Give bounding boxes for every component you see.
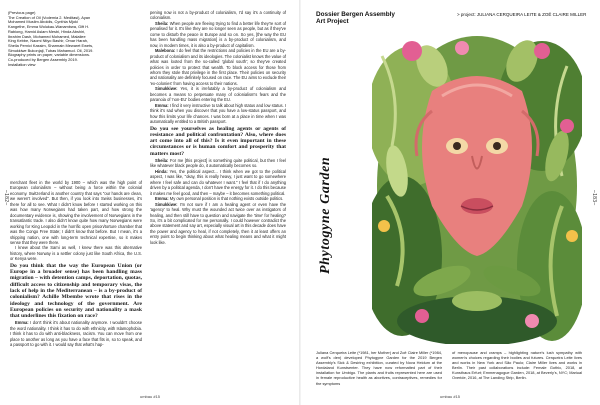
credit-line: Installation view [8,61,36,67]
speaker-name: Emma: [155,102,169,108]
footer-left: umbau #15 [140,394,161,399]
answer-paragraph [150,48,286,86]
project-credit: > project: JULIANA CERQUEIRA LEITE & ZOË CLAIRE MILLER [457,12,587,17]
speaker-name: Emma: [155,196,169,202]
botanical-mask-illustration [372,36,582,344]
interview-question: Do you see yourselves as healing agents or agents of resistance and political confrontation? Also, where does art come into all of this? Is it even important in these circumstances or is human comfort and prosperity that matters most? [150,125,286,157]
credit-line: Simukkiwe Bukonjaji, Tubas Mahamud. Oil, 2019. [8,47,94,53]
credit-line: Kangethe, Emma Wolukau-Wanambwa, Gift H. [8,24,90,30]
left-column-2 [150,10,286,245]
left-column-1 [10,180,142,348]
credit-line: Rabiong, Hamid Aslam Mesbi, Hinda Abshiri, [8,28,86,34]
speaker-name: Malebona: [155,48,176,54]
answer-text: I don't think it's about nationality anymore. I wouldn't choose the word nationality. I think it has to do with ethnicity, with Islamophobia. I think it has to do with anti-blackness, racism. You can move from one place to another as long as you have a face that fits in, so to speak, and a passport to go with it. I would say that what's hap- [10,320,142,348]
credit-line: Ibrahim Dash, Mohamed Mohamed, Malaliee [8,33,86,39]
answer-paragraph [10,320,142,347]
answer-paragraph [150,21,286,48]
answer-text: I do feel that the restrictions and policies in the EU are a by-product of colonialism and its ideologies. The colonialist knows the value of what was looted from the so-called 'global south'; so they've created policies in order to protect that wealth. To block access for those from whom they stole that privilege in the first place. Their policies on security and nationality are definitely focused on race. The EU aims to exclude their 'ex-colonies' from having access to their nations. [150,48,286,86]
page-number-right: –183– [591,190,597,206]
answer-text: My own personal position is that nothing exists outside politics. [169,196,284,202]
answer-paragraph [150,169,286,196]
credit-line: Biography prints on paper, variable dimensions. [8,52,90,58]
answer-text: When people are fleeing trying to find a better life they're sort of penalised for it. It's like they are no longer seen as people, but as if they've come to disturb the peace in Europe and so on. So yes, [the way the EU has been handling mass migration] is a by-product of colonialism, and now, in modern times, it is also a by-product of capitalism. [150,20,286,48]
speaker-name: Hinda: [155,168,168,174]
right-column-1 [316,350,442,386]
speaker-name: Simukkiwe: [155,86,178,92]
body-paragraph: of menopause and cramps – highlighting nature's lush sympathy with women's choices regarding their bodies and futures. Cerqueira Leite lives and works in New York and São Paulo; Claire Miller lives and works in Berlin. Their past collaborations include: Female Gothic, 2018, at Kunsthaus Erfurt; Emmenagogue Garden, 2018, at Beverly's, NYC; Mariual Overide, 2016, at The Landing Strip, Berlin. [452,350,582,381]
footer-right: umbau #15 [440,394,461,399]
credit-line: The Creation of Oil (Vodemia 2. Meditasi), Ayan [8,14,91,20]
body-paragraph: I knew about the Sami as well, I knew there was this alternative history, where Norway is a settler colony just like South Africa, the U.S. or Kenya were. [10,245,142,262]
answer-paragraph [150,86,286,102]
answer-text: I find it very instructive to talk about high status and low status. I think it's sad when you discover that you have a low-status passport, and how this limits your life chances. I was born at a place in time when I was automatically entitled to a British passport. [150,102,287,125]
body-paragraph: merchant fleet in the world by 1900 – which was the high point of European colonialism – without being a force within the colonial economy. Switzerland is another country that says "our hands are clean, we weren't involved". But then, if you look into Swiss businesses, it's there for all to see. What I didn't know before I started working on this was how many Norwegians had taken part, and how strong the documentary evidence is, showing the involvement of Norwegians in the transatlantic trade. I also didn't know quite how many Norwegians were working for King Leopold in the horrific open prison/torture chamber that was the Congo Free State; I didn't know that before. But I mean, it's a shipping nation, one with long-term technical expertise, so it makes sense that they were there. [10,180,142,245]
credit-line: Co-produced by Bergen Assembly 2019. [8,57,78,63]
dossier-title-line: Art Project [316,18,349,26]
answer-paragraph [150,103,286,125]
page-gutter [299,0,301,405]
dossier-title [316,11,436,26]
answer-text: For me [this project] is something quite political, but then I feel like whatever black people do, it automatically becomes so. [150,158,286,169]
interview-question: Do you think that the way the European Union (or Europe in a broader sense) has been handling mass migration – with detention camps, deportation, quotas, difficult access to citizenship and temporary visas, the lack of help in the Mediterranean – is a by-product of colonialism? Achille Mbembe wrote that rises in the ideology and technology of the government. Are European policies on security and nationality a mask that underlines this fixation on race? [10,262,142,320]
credit-line: Mohamed Muslim Aboldis, Cynthia Mjoki [8,19,78,25]
credit-line: King Kebbe, Naomi Ntiyo Bashir, Omar Harah, [8,38,89,44]
answer-text: I'm not sure if I am a healing agent or even have the 'agency' to heal. Why must the wounded act twice over as instigators of healing, and then still have to question and navigate the 'time' for healing? So, it's a bit complicated for me personally. I could however contradict the above statement and say art, especially visual art in this decade does have the power and agency to heal, if not completely, then it at least offers an entry point to begin thinking about what healing means and what it might look like. [150,201,286,245]
answer-text: pening now is not a by-product of colonialism, I'd say it's a continuity of colonialism. [150,10,286,21]
answer-text: Yes, the political aspect... I think when we got to the political aspect, I was like, "okay, this is really heavy, I just want to go somewhere where I feel safe and can do whatever I want." I feel that if I do anything driven by a political agenda, I don't have the energy for it. I do this because it makes me feel good, and then – maybe – it becomes something political. [150,168,286,196]
speaker-name: Sheila: [155,20,169,26]
page-number-left: –182– [3,190,9,206]
answer-paragraph [150,158,286,169]
answer-paragraph [150,202,286,246]
image-credits [8,11,98,67]
credit-line: Sheila Pernici Kassim, Sharmain Mewaret Ewets, [8,42,94,48]
speaker-name: Sheila: [155,158,169,163]
credit-line: (Previous page) [8,10,36,15]
speaker-name: Simukkiwe: [155,201,178,207]
right-column-2 [452,350,582,381]
artwork-collage [372,36,582,344]
answer-text: Yes, it is irrefutably a by-product of colonialism and becomes a means to perpetuate many of colonialism's fears and the paranoia of 'non-EU' bodies entering the EU. [150,86,286,103]
dossier-title-line: Dossier Bergen Assembly [316,11,395,18]
body-paragraph: Juliana Cerqueira Leite (*1981, her Mother) and Zoë Claire Miller (*1984, a wolf's den) developed Phytogyne Garden for the 2019 Bergen Assembly's Sick & Desiring exhibition, curated by Nova Heidum at the Hordaland Kunstsenter. They have now reformatted part of their installation for Umbigo. The plants and fruits represented here are used in female reproductive health as abortives, contraceptives, remedies for the symptoms [316,350,442,386]
speaker-name: Emma: [15,320,29,326]
project-title-vertical: Phytogyne Garden [318,156,333,274]
answer-paragraph [150,10,286,21]
